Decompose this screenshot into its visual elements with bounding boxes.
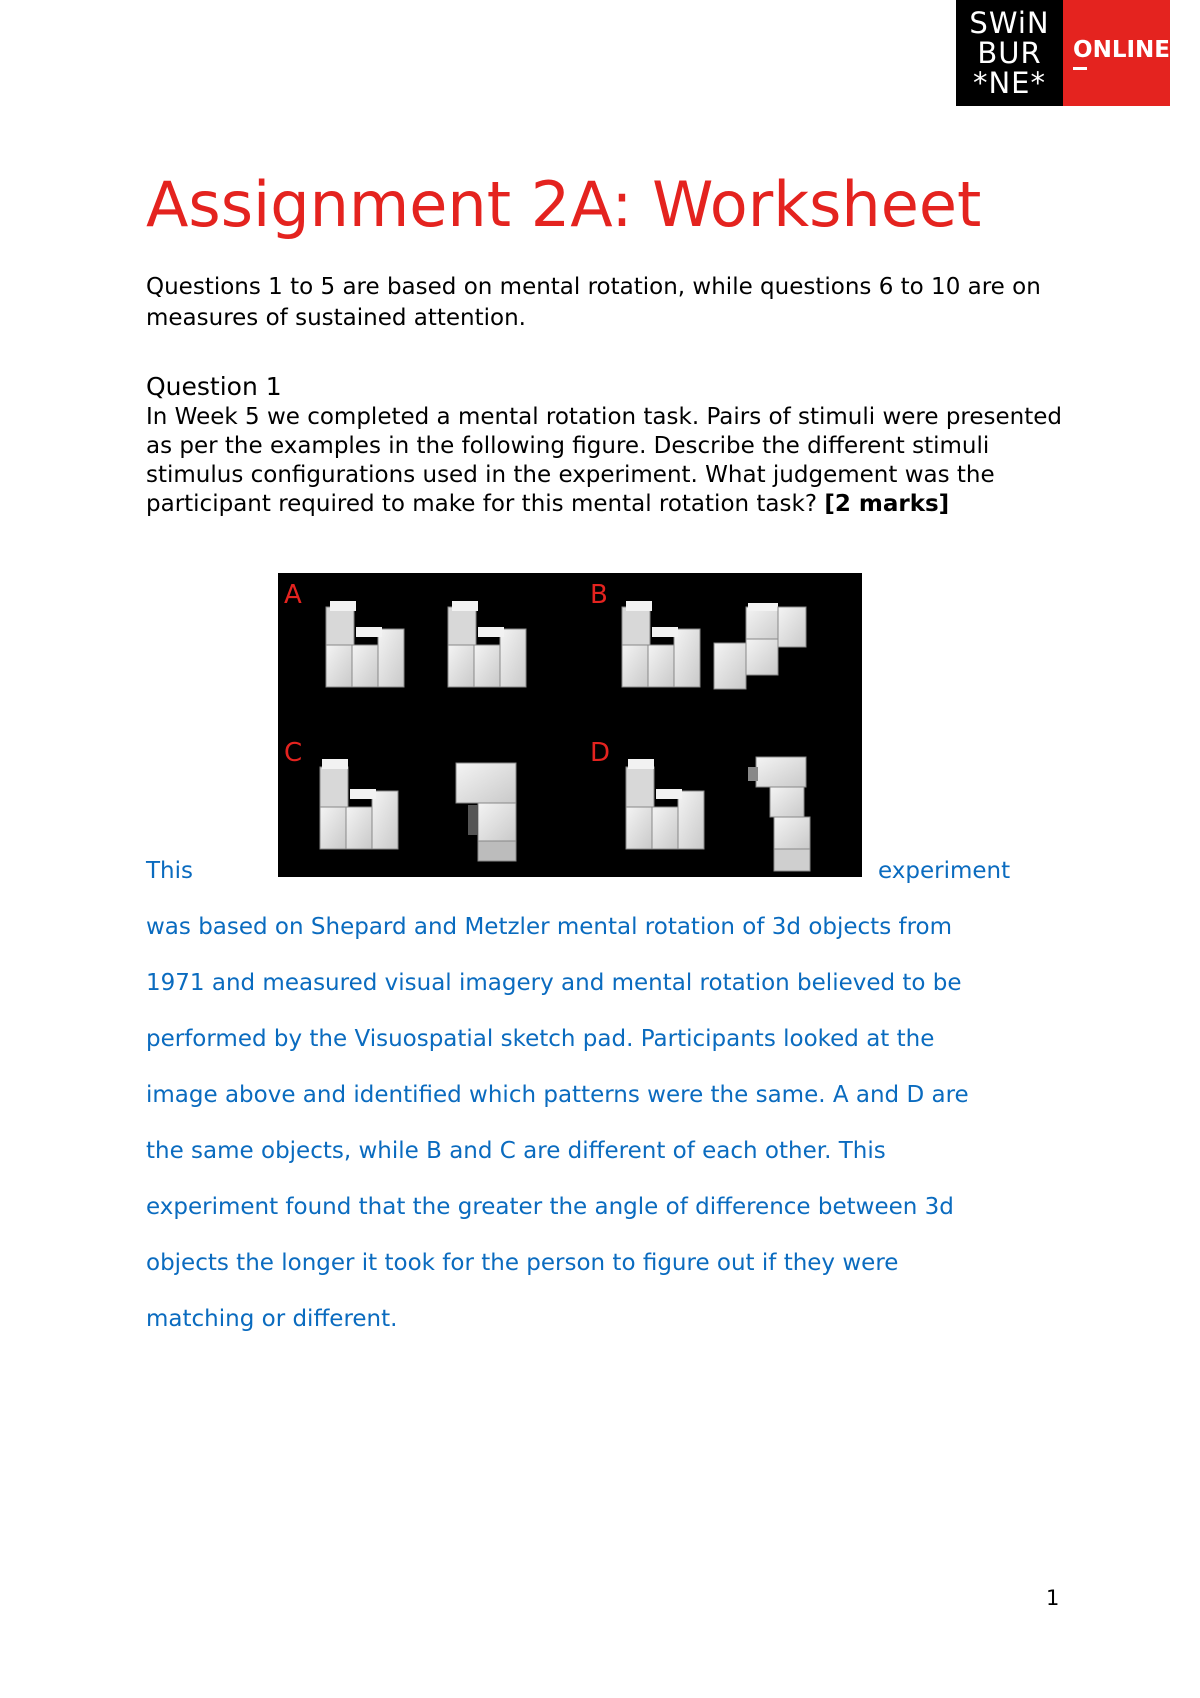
answer-first-word: This: [146, 858, 193, 884]
question-1-marks: [2 marks]: [824, 491, 950, 517]
mental-rotation-figure: [278, 573, 862, 877]
mental-rotation-stimuli: [278, 573, 862, 877]
logo-online-text: ONLINE: [1073, 36, 1170, 63]
panel-label-a: A: [284, 580, 302, 610]
answer-line-8: matching or different.: [146, 1306, 398, 1332]
question-1-text: [146, 403, 1076, 519]
answer-line-7: objects the longer it took for the person to figure out if they were: [146, 1250, 899, 1276]
answer-first-line-end: experiment: [878, 858, 1011, 884]
panel-label-d: D: [590, 738, 611, 768]
panel-label-c: C: [284, 738, 303, 768]
page-title: Assignment 2A: Worksheet: [146, 168, 982, 241]
online-wordmark: [1063, 0, 1170, 106]
answer-line-2: 1971 and measured visual imagery and mental rotation believed to be: [146, 970, 962, 996]
answer-line-6: experiment found that the greater the angle of difference between 3d: [146, 1194, 954, 1220]
answer-line-3: performed by the Visuospatial sketch pad. Participants looked at the: [146, 1026, 935, 1052]
logo-line-2: BUR: [977, 36, 1042, 70]
swinburne-wordmark: [956, 0, 1063, 106]
answer-line-1: was based on Shepard and Metzler mental rotation of 3d objects from: [146, 914, 953, 940]
intro-paragraph: Questions 1 to 5 are based on mental rotation, while questions 6 to 10 are on measures of sustained attention.: [146, 274, 1041, 331]
answer-line-5: the same objects, while B and C are different of each other. This: [146, 1138, 886, 1164]
logo-dash: [1073, 67, 1087, 70]
question-1-body: In Week 5 we completed a mental rotation task. Pairs of stimuli were presented as per the examples in the following figure. Describe the different stimuli stimulus configurations used in the experiment. What judgement was the participant required to make for this mental rotation task?: [146, 404, 1063, 517]
logo-line-1: SWiN: [969, 6, 1050, 40]
logo-line-3: *NE*: [972, 66, 1047, 100]
panel-label-b: B: [590, 580, 608, 610]
question-1-heading: Question 1: [146, 372, 282, 401]
page-number: 1: [1046, 1586, 1060, 1610]
swinburne-online-logo: [956, 0, 1170, 106]
answer-line-4: image above and identified which patterns were the same. A and D are: [146, 1082, 969, 1108]
